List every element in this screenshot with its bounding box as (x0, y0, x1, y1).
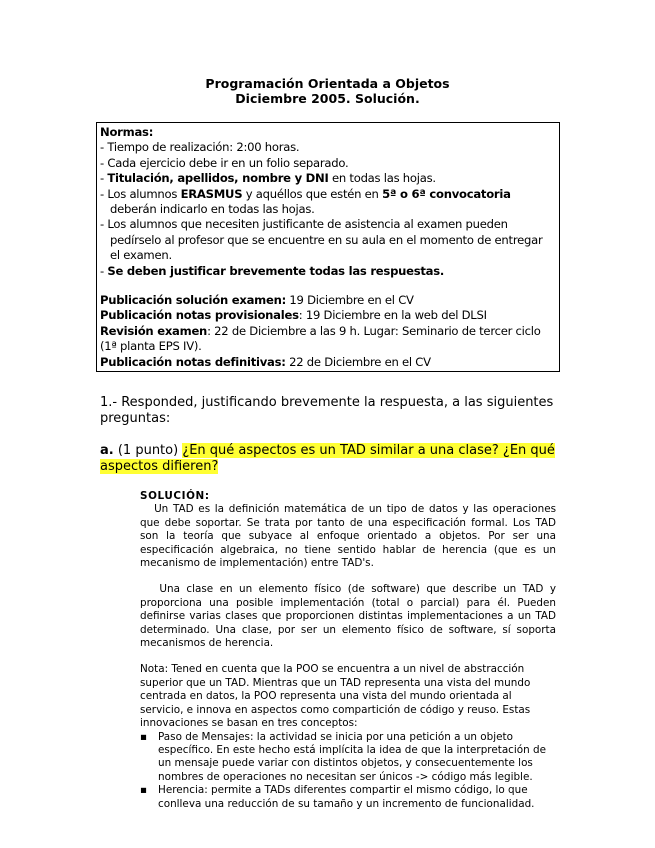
rule-erasmus: - Los alumnos ERASMUS y aquéllos que estén en 5ª o 6ª convocatoria (100, 186, 511, 201)
title-line-1: Programación Orientada a Objetos (205, 76, 450, 91)
solution-heading: SOLUCIÓN: (140, 490, 210, 502)
pub-revision: Revisión examen: 22 de Diciembre a las 9 h. Lugar: Seminario de tercer ciclo (100, 323, 541, 338)
list-item: ▪ Herencia: permite a TADs diferentes compartir el mismo código, lo que conlleva una reducción de su tamaño y un incremento de funcionalidad. (140, 784, 535, 810)
rules-heading: Normas: (100, 125, 154, 139)
question-1: 1.- Responded, justificando brevemente la respuesta, a las siguientes preguntas: (100, 395, 554, 426)
rule-erasmus-cont: deberán indicarlo en todas las hojas. (110, 202, 315, 217)
pub-final: Publicación notas definitivas: 22 de Diciembre en el CV (100, 354, 431, 369)
question-a-points: (1 punto) (113, 443, 183, 458)
rules-spacer (100, 279, 556, 293)
rules-box (96, 122, 560, 372)
solution-spacer-2 (140, 650, 556, 663)
pub-solution: Publicación solución examen: 19 Diciembre en el CV (100, 293, 414, 308)
bullet-icon: ▪ (140, 730, 148, 743)
solution-concepts-list (140, 731, 556, 811)
solution-block (140, 490, 556, 811)
bullet-icon: ▪ (140, 784, 148, 797)
question-a (100, 443, 562, 475)
solution-spacer-1 (140, 570, 556, 583)
rule-justificante-2: pedírselo al profesor que se encuentre en su aula en el momento de entregar (110, 232, 543, 247)
pub-revision-cont: (1ª planta EPS IV). (100, 339, 202, 354)
list-item: ▪ Paso de Mensajes: la actividad se inicia por una petición a un objeto específico. En este hecho está implícita la idea de que la interpretación de un mensaje puede variar con distintos objetos, y consecuentemente los nombres de operaciones no necesitan ser únicos -> código más legible. (140, 730, 547, 783)
pub-provisional: Publicación notas provisionales: 19 Diciembre en la web del DLSI (100, 308, 487, 323)
solution-paragraph-1: Un TAD es la definición matemática de un tipo de datos y las operaciones que debe soportar. Se trata por tanto de una especificación formal. Los TAD son la teoría que subyace al enfoque orientado a objetos. Por ser una especificación algebraica, no tiene sentido hablar de herencia (que es un mecanismo de implementación) entre TAD's. (140, 503, 556, 570)
document-title (0, 76, 655, 106)
question-a-text: ¿En qué aspectos es un TAD similar a una clase? ¿En qué aspectos difieren? (100, 443, 555, 474)
rule-justificante-3: el examen. (110, 248, 172, 263)
rule-folio: - Cada ejercicio debe ir en un folio separado. (100, 155, 349, 170)
question-a-label: a. (100, 443, 114, 458)
solution-paragraph-2: Una clase en un elemento físico (de software) que describe un TAD y proporciona una posible implementación (total o parcial) para él. Pueden definirse varias clases que proporcionen distintas implementaciones a un TAD determinado. Una clase, por ser un elemento físico de software, sí soporta mecanismos de herencia. (140, 583, 556, 650)
rule-time: - Tiempo de realización: 2:00 horas. (100, 140, 300, 155)
rule-justificante-1: - Los alumnos que necesiten justificante de asistencia al examen pueden (100, 217, 508, 232)
rule-identification: - Titulación, apellidos, nombre y DNI en todas las hojas. (100, 171, 436, 186)
rule-justify: - Se deben justificar brevemente todas las respuestas. (100, 263, 445, 278)
solution-note: Nota: Tened en cuenta que la POO se encuentra a un nivel de abstracción superior que un TAD. Mientras que un TAD representa una vista del mundo centrada en datos, la POO representa una vista del mundo orientada al servicio, e innova en aspectos como compartición de código y reuso. Estas innovaciones se basan en tres conceptos: (140, 663, 531, 730)
title-line-2: Diciembre 2005. Solución. (235, 91, 420, 106)
